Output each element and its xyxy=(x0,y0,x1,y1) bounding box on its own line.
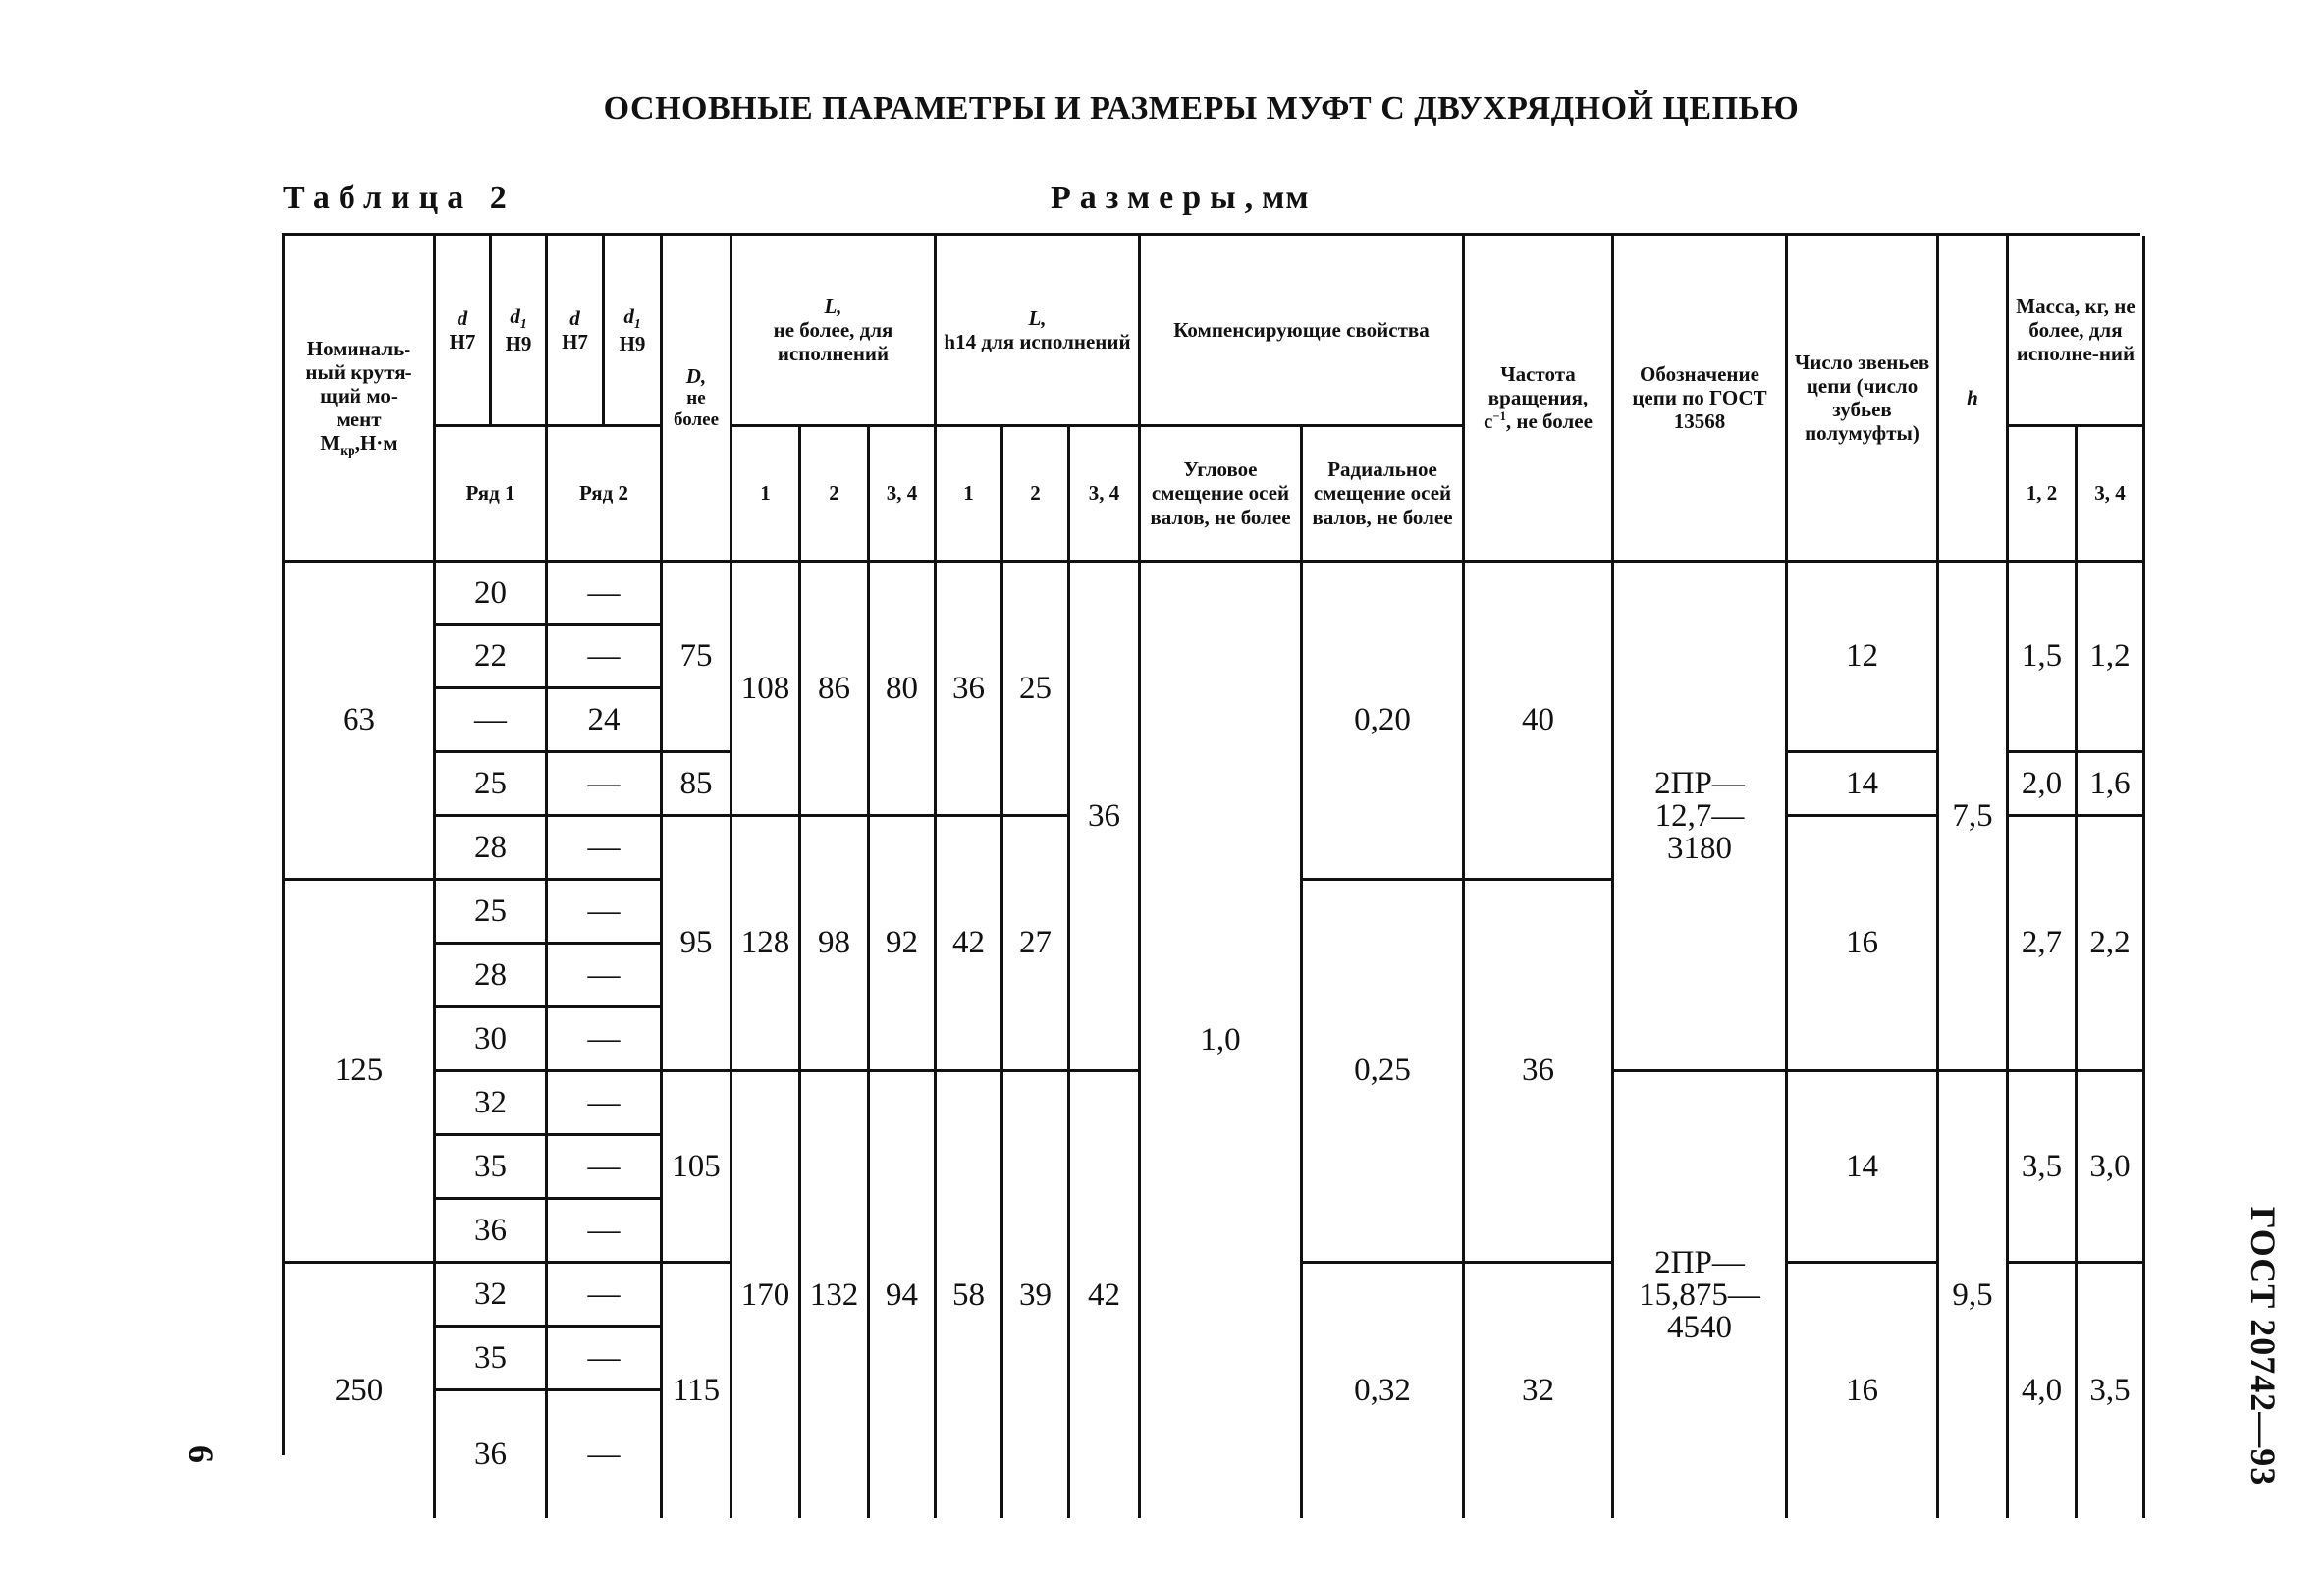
row1-diameter: 32 xyxy=(436,1072,548,1136)
header-D-letter: D, xyxy=(685,364,707,389)
row1-diameter: 28 xyxy=(436,945,548,1008)
row2-diameter: — xyxy=(548,1008,663,1072)
page-title: ОСНОВНЫЕ ПАРАМЕТРЫ И РАЗМЕРЫ МУФТ С ДВУХРЯДНОЙ ЦЕПЬЮ xyxy=(603,90,1800,127)
row2-diameter: — xyxy=(548,881,663,945)
chain-line: 2ПР— xyxy=(1654,1244,1745,1280)
row2-diameter: — xyxy=(548,1264,663,1328)
row1-diameter: — xyxy=(436,689,548,753)
header-d-row1 xyxy=(436,236,492,427)
links-cell: 14 xyxy=(1788,753,1939,817)
header-L-letter: L, xyxy=(824,294,842,318)
header-torque-line4: мент xyxy=(336,407,382,432)
radial-cell: 0,32 xyxy=(1303,1264,1465,1518)
row2-diameter: — xyxy=(548,1391,663,1518)
header-d1-letter: $d_1$ xyxy=(510,303,527,332)
D-cell: 115 xyxy=(663,1264,732,1518)
L-ver1-cell: 108 xyxy=(732,563,801,817)
row1-diameter: 32 xyxy=(436,1264,548,1328)
frequency-cell: 36 xyxy=(1465,881,1614,1264)
L14-ver2-cell: 25 xyxy=(1003,563,1070,817)
row2-diameter: 24 xyxy=(548,689,663,753)
D-cell: 95 xyxy=(663,817,732,1072)
chain-line: 15,875— xyxy=(1639,1276,1760,1313)
L14-ver2-cell: 27 xyxy=(1003,817,1070,1072)
chain-line: 12,7— xyxy=(1654,797,1745,834)
radial-cell: 0,20 xyxy=(1303,563,1465,881)
header-L14-ver2: 2 xyxy=(1003,427,1070,563)
header-torque xyxy=(285,236,436,563)
header-D xyxy=(663,236,732,563)
header-d1-tol-2: Н9 xyxy=(619,331,646,355)
row1-diameter: 25 xyxy=(436,881,548,945)
header-L14-text: h14 для исполнений xyxy=(944,330,1131,353)
row1-diameter: 20 xyxy=(436,563,548,626)
header-h: h xyxy=(1939,236,2009,563)
row2-diameter: — xyxy=(548,753,663,817)
units-suffix: мм xyxy=(1262,180,1310,216)
L14-ver1-cell: 58 xyxy=(937,1072,1003,1518)
mass-34-cell: 2,2 xyxy=(2078,817,2145,1072)
mass-34-cell: 1,6 xyxy=(2078,753,2145,817)
L-ver34-cell: 94 xyxy=(870,1072,937,1518)
row2-diameter: — xyxy=(548,626,663,689)
header-L14-letter: L, xyxy=(1028,305,1047,330)
L14-ver34-cell: 36 xyxy=(1070,563,1141,1072)
coupling-params-table xyxy=(282,233,2140,1472)
links-cell: 14 xyxy=(1788,1072,1939,1264)
mass-12-cell: 1,5 xyxy=(2009,563,2078,753)
header-L14-ver34: 3, 4 xyxy=(1070,427,1141,563)
header-chain: Обозначение цепи по ГОСТ 13568 xyxy=(1614,236,1788,563)
header-row1: Ряд 1 xyxy=(436,427,548,563)
header-frequency-unit: $с^{-1}$, не более xyxy=(1484,409,1593,434)
header-L-ver34: 3, 4 xyxy=(870,427,937,563)
L-ver34-cell: 80 xyxy=(870,563,937,817)
header-d1-tol: Н9 xyxy=(505,331,532,355)
header-mass: Масса, кг, не более, для исполне-ний xyxy=(2009,236,2145,427)
standard-code: ГОСТ 20742—93 xyxy=(2243,1206,2283,1487)
angular-cell: 1,0 xyxy=(1141,563,1303,1518)
links-cell: 16 xyxy=(1788,817,1939,1072)
h-cell: 9,5 xyxy=(1939,1072,2009,1518)
L-ver1-cell: 128 xyxy=(732,817,801,1072)
row1-diameter: 36 xyxy=(436,1391,548,1518)
header-d1-letter-2: $d_1$ xyxy=(623,303,641,332)
header-d-tol-2: Н7 xyxy=(562,330,588,353)
header-d-letter-2: d xyxy=(569,305,580,330)
units-word: Размеры, xyxy=(1051,180,1263,216)
L-ver2-cell: 86 xyxy=(801,563,870,817)
header-torque-line1: Номиналь- xyxy=(306,336,411,360)
header-L-text: не более, для исполнений xyxy=(773,317,893,366)
header-L14 xyxy=(937,236,1141,427)
D-cell: 105 xyxy=(663,1072,732,1264)
chain-line: 4540 xyxy=(1667,1309,1732,1345)
L-ver34-cell: 92 xyxy=(870,817,937,1072)
header-d1-row1 xyxy=(492,236,548,427)
header-D-text: не более xyxy=(673,388,720,431)
header-frequency xyxy=(1465,236,1614,563)
row1-diameter: 36 xyxy=(436,1200,548,1264)
header-L-ver1: 1 xyxy=(732,427,801,563)
D-cell: 75 xyxy=(663,563,732,753)
links-cell: 16 xyxy=(1788,1264,1939,1518)
header-torque-line3: щий мо- xyxy=(320,384,398,408)
header-L xyxy=(732,236,937,427)
row1-diameter: 28 xyxy=(436,817,548,881)
L-ver2-cell: 98 xyxy=(801,817,870,1072)
header-frequency-text: Частота вращения, xyxy=(1487,361,1589,409)
radial-cell: 0,25 xyxy=(1303,881,1465,1264)
row2-diameter: — xyxy=(548,1072,663,1136)
torque-cell: 250 xyxy=(285,1264,436,1518)
header-radial: Радиальное смещение осей валов, не более xyxy=(1303,427,1465,563)
row1-diameter: 22 xyxy=(436,626,548,689)
D-cell: 85 xyxy=(663,753,732,817)
header-d-letter: d xyxy=(457,305,468,330)
row2-diameter: — xyxy=(548,1136,663,1200)
frequency-cell: 32 xyxy=(1465,1264,1614,1518)
chain-cell xyxy=(1614,1072,1788,1518)
torque-cell: 125 xyxy=(285,881,436,1264)
header-d-row2 xyxy=(548,236,605,427)
row1-diameter: 25 xyxy=(436,753,548,817)
L14-ver1-cell: 42 xyxy=(937,817,1003,1072)
mass-12-cell: 4,0 xyxy=(2009,1264,2078,1518)
header-mass-34: 3, 4 xyxy=(2078,427,2145,563)
row2-diameter: — xyxy=(548,817,663,881)
mass-34-cell: 1,2 xyxy=(2078,563,2145,753)
mass-34-cell: 3,5 xyxy=(2078,1264,2145,1518)
header-L14-ver1: 1 xyxy=(937,427,1003,563)
table-label: Таблица 2 xyxy=(283,180,515,216)
row1-diameter: 35 xyxy=(436,1328,548,1391)
torque-cell: 63 xyxy=(285,563,436,881)
L-ver1-cell: 170 xyxy=(732,1072,801,1518)
header-compensating: Компенсирующие свойства xyxy=(1141,236,1465,427)
mass-34-cell: 3,0 xyxy=(2078,1072,2145,1264)
frequency-cell: 40 xyxy=(1465,563,1614,881)
header-links: Число звеньев цепи (число зубьев полумуфты) xyxy=(1788,236,1939,563)
header-torque-unit: $М_{кр},Н\cdot м$ xyxy=(320,431,398,459)
row2-diameter: — xyxy=(548,1200,663,1264)
header-row2: Ряд 2 xyxy=(548,427,663,563)
row1-diameter: 35 xyxy=(436,1136,548,1200)
row2-diameter: — xyxy=(548,1328,663,1391)
header-L-ver2: 2 xyxy=(801,427,870,563)
chain-cell xyxy=(1614,563,1788,1072)
header-d1-row2 xyxy=(605,236,663,427)
header-angular: Угловое смещение осей валов, не более xyxy=(1141,427,1303,563)
links-cell: 12 xyxy=(1788,563,1939,753)
mass-12-cell: 3,5 xyxy=(2009,1072,2078,1264)
mass-12-cell: 2,7 xyxy=(2009,817,2078,1072)
header-d-tol: Н7 xyxy=(449,330,476,353)
L14-ver34-cell: 42 xyxy=(1070,1072,1141,1518)
chain-line: 3180 xyxy=(1667,830,1732,866)
L14-ver1-cell: 36 xyxy=(937,563,1003,817)
h-cell: 7,5 xyxy=(1939,563,2009,1072)
row2-diameter: — xyxy=(548,945,663,1008)
row1-diameter: 30 xyxy=(436,1008,548,1072)
page-number: 6 xyxy=(182,1445,221,1463)
chain-line: 2ПР— xyxy=(1654,765,1745,801)
header-mass-12: 1, 2 xyxy=(2009,427,2078,563)
row2-diameter: — xyxy=(548,563,663,626)
units-label xyxy=(1051,180,1309,217)
L-ver2-cell: 132 xyxy=(801,1072,870,1518)
mass-12-cell: 2,0 xyxy=(2009,753,2078,817)
header-torque-line2: ный крутя- xyxy=(305,359,412,384)
L14-ver2-cell: 39 xyxy=(1003,1072,1070,1518)
